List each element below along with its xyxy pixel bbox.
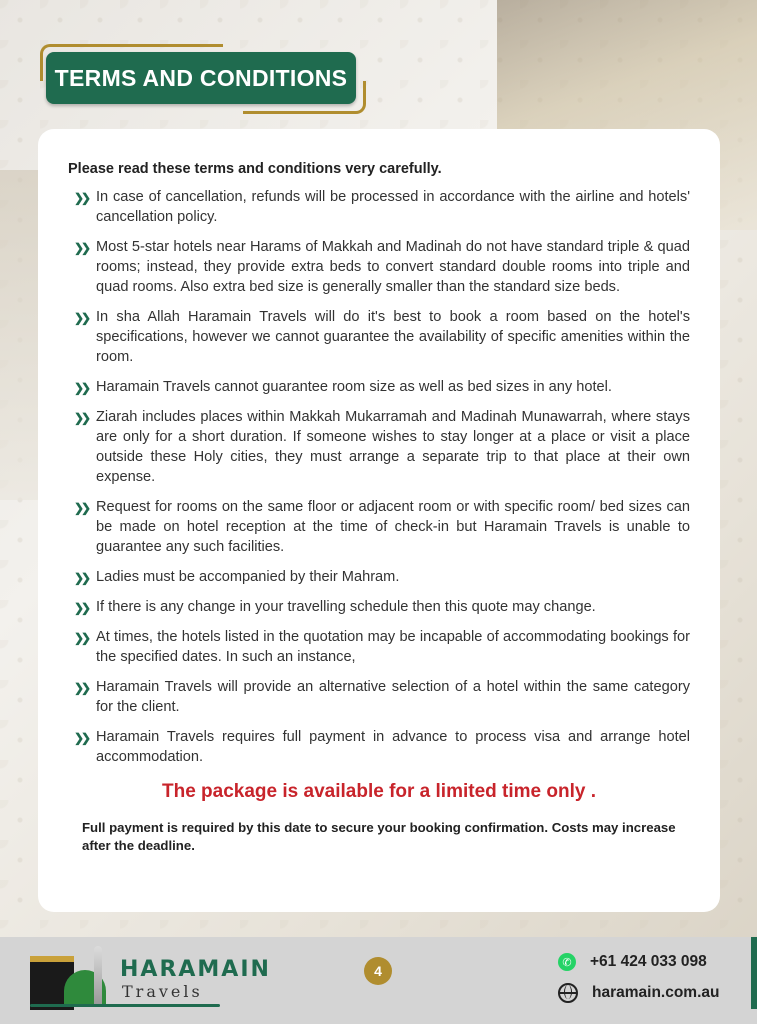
list-item	[68, 677, 690, 717]
term-text: Request for rooms on the same floor or adjacent room or with specific room/ bed sizes can be made on hotel reception at the time of check-in but Haramain Travels is unable to guarantee any such facilities.	[96, 499, 690, 555]
list-item	[68, 237, 690, 297]
website-link[interactable]: haramain.com.au	[592, 984, 720, 1001]
terms-card	[38, 129, 720, 912]
term-text: Haramain Travels cannot guarantee room size as well as bed sizes in any hotel.	[96, 379, 612, 395]
double-chevron-icon: ❯❯	[74, 631, 89, 645]
intro-text: Please read these terms and conditions very carefully.	[68, 161, 442, 177]
list-item	[68, 407, 690, 487]
minaret-icon	[94, 946, 102, 1004]
footer	[0, 937, 757, 1024]
title-box	[46, 52, 356, 104]
contact-info	[558, 949, 748, 1011]
term-text: At times, the hotels listed in the quotation may be incapable of accommodating bookings for the specified dates. In such an instance,	[96, 629, 690, 665]
terms-list	[68, 187, 690, 767]
double-chevron-icon: ❯❯	[74, 411, 89, 425]
term-text: Haramain Travels will provide an alternative selection of a hotel within the same category for the client.	[96, 679, 690, 715]
double-chevron-icon: ❯❯	[74, 681, 89, 695]
double-chevron-icon: ❯❯	[74, 601, 89, 615]
list-item	[68, 497, 690, 557]
brand-name: HARAMAIN	[120, 957, 271, 982]
double-chevron-icon: ❯❯	[74, 501, 89, 515]
list-item	[68, 187, 690, 227]
page-number: 4	[364, 957, 392, 985]
list-item	[68, 627, 690, 667]
term-text: Ladies must be accompanied by their Mahram.	[96, 569, 400, 585]
background-column	[0, 170, 38, 500]
website-row[interactable]	[558, 980, 748, 1006]
list-item	[68, 597, 690, 617]
double-chevron-icon: ❯❯	[74, 731, 89, 745]
footer-accent-strip	[751, 937, 757, 1009]
phone-number[interactable]: +61 424 033 098	[590, 953, 707, 970]
list-item	[68, 567, 690, 587]
logo-underline	[30, 1004, 220, 1007]
double-chevron-icon: ❯❯	[74, 381, 89, 395]
phone-row[interactable]	[558, 949, 748, 975]
globe-icon	[558, 983, 578, 1003]
list-item	[68, 727, 690, 767]
term-text: Haramain Travels requires full payment in advance to process visa and arrange hotel accommodation.	[96, 729, 690, 765]
page-title: TERMS AND CONDITIONS	[54, 64, 348, 91]
double-chevron-icon: ❯❯	[74, 241, 89, 255]
double-chevron-icon: ❯❯	[74, 571, 89, 585]
term-text: Most 5-star hotels near Harams of Makkah and Madinah do not have standard triple & quad rooms; instead, they provide extra beds to convert standard double rooms into triple and quad rooms. Also extra bed size is generally smaller than the standard size beds.	[96, 239, 690, 295]
whatsapp-icon: ✆	[558, 953, 576, 971]
term-text: Ziarah includes places within Makkah Mukarramah and Madinah Munawarrah, where stays are only for a short duration. If someone wishes to stay longer at a place or visit a place outside these Holy cities, they must arrange a separate trip to that place at their own expense.	[96, 409, 690, 485]
brand-logo	[30, 944, 271, 1014]
brand-subtitle: Travels	[122, 982, 203, 1001]
list-item	[68, 377, 690, 397]
title-badge	[40, 44, 366, 114]
limited-offer-text: The package is available for a limited time only .	[162, 781, 596, 802]
term-text: In sha Allah Haramain Travels will do it's best to book a room based on the hotel's specifications, however we cannot guarantee the availability of specific amenities within the room.	[96, 309, 690, 365]
deadline-note: Full payment is required by this date to secure your booking confirmation. Costs may increase after the deadline.	[82, 820, 676, 853]
list-item	[68, 307, 690, 367]
term-text: In case of cancellation, refunds will be processed in accordance with the airline and hotels' cancellation policy.	[96, 189, 690, 225]
double-chevron-icon: ❯❯	[74, 311, 89, 325]
double-chevron-icon: ❯❯	[74, 191, 89, 205]
term-text: If there is any change in your travelling schedule then this quote may change.	[96, 599, 596, 615]
